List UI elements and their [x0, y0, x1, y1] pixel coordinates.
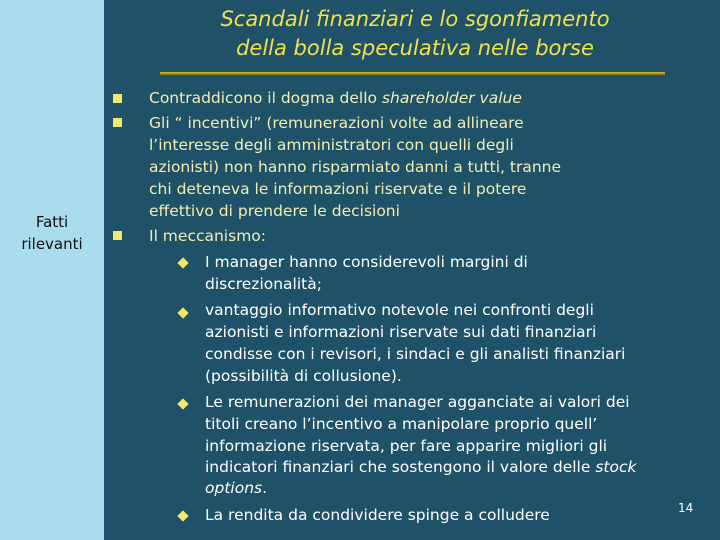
- sub-3-line1: Le remunerazioni dei manager agganciate ai valori dei: [205, 393, 630, 411]
- sub-3-line3: informazione riservata, per fare apparire migliori gli: [205, 437, 608, 455]
- diamond-bullet-icon: [177, 257, 188, 268]
- square-bullet-icon: [113, 118, 122, 127]
- section-label-line2: rilevanti: [21, 235, 83, 253]
- bullet-3: Il meccanismo:: [149, 227, 266, 245]
- sub-3-line4-emphasis: stock: [595, 458, 637, 476]
- sub-3-line2: titoli creano l’incentivo a manipolare proprio quell’: [205, 415, 598, 433]
- sub-3-line4: [205, 456, 636, 478]
- title-line2: della bolla speculativa nelle borse: [236, 36, 594, 60]
- page-number: 14: [678, 501, 694, 515]
- title-underline: [160, 72, 665, 75]
- bullet-1-text: Contraddicono il dogma dello: [149, 89, 382, 107]
- diamond-bullet-icon: [177, 398, 188, 409]
- sidebar-panel: [0, 0, 104, 540]
- slide-title: [110, 5, 720, 63]
- section-label: [0, 211, 104, 255]
- sub-4: La rendita da condividere spinge a colludere: [205, 506, 550, 524]
- bullet-2-line2: l’interesse degli amministratori con quelli degli: [149, 136, 514, 154]
- sub-1-line2: discrezionalità;: [205, 275, 322, 293]
- sub-3-line4-text: indicatori finanziari che sostengono il valore delle: [205, 458, 596, 476]
- bullet-2-line5: effettivo di prendere le decisioni: [149, 202, 400, 220]
- sub-2-line1: vantaggio informativo notevole nei confronti degli: [205, 301, 594, 319]
- bullet-1: [149, 87, 522, 109]
- square-bullet-icon: [113, 94, 122, 103]
- sub-2-line2: azionisti e informazioni riservate sui dati finanziari: [205, 323, 597, 341]
- sub-1-line1: I manager hanno considerevoli margini di: [205, 253, 528, 271]
- sub-2-line3: condisse con i revisori, i sindaci e gli analisti finanziari: [205, 345, 626, 363]
- sub-3-line5-text: .: [262, 479, 268, 497]
- sub-2-line4: (possibilità di collusione).: [205, 367, 402, 385]
- diamond-bullet-icon: [177, 307, 188, 318]
- title-line1: Scandali finanziari e lo sgonfiamento: [220, 7, 610, 31]
- section-label-line1: Fatti: [35, 213, 69, 231]
- bullet-2-line3: azionisti) non hanno risparmiato danni a tutti, tranne: [149, 158, 561, 176]
- bullet-1-emphasis: shareholder value: [381, 89, 522, 107]
- sub-3-line5: [205, 477, 267, 499]
- square-bullet-icon: [113, 231, 122, 240]
- bullet-2-line4: chi deteneva le informazioni riservate e il potere: [149, 180, 527, 198]
- bullet-2-line1: Gli “ incentivi” (remunerazioni volte ad allineare: [149, 114, 524, 132]
- diamond-bullet-icon: [177, 510, 188, 521]
- sub-3-line5-emphasis: options: [205, 479, 263, 497]
